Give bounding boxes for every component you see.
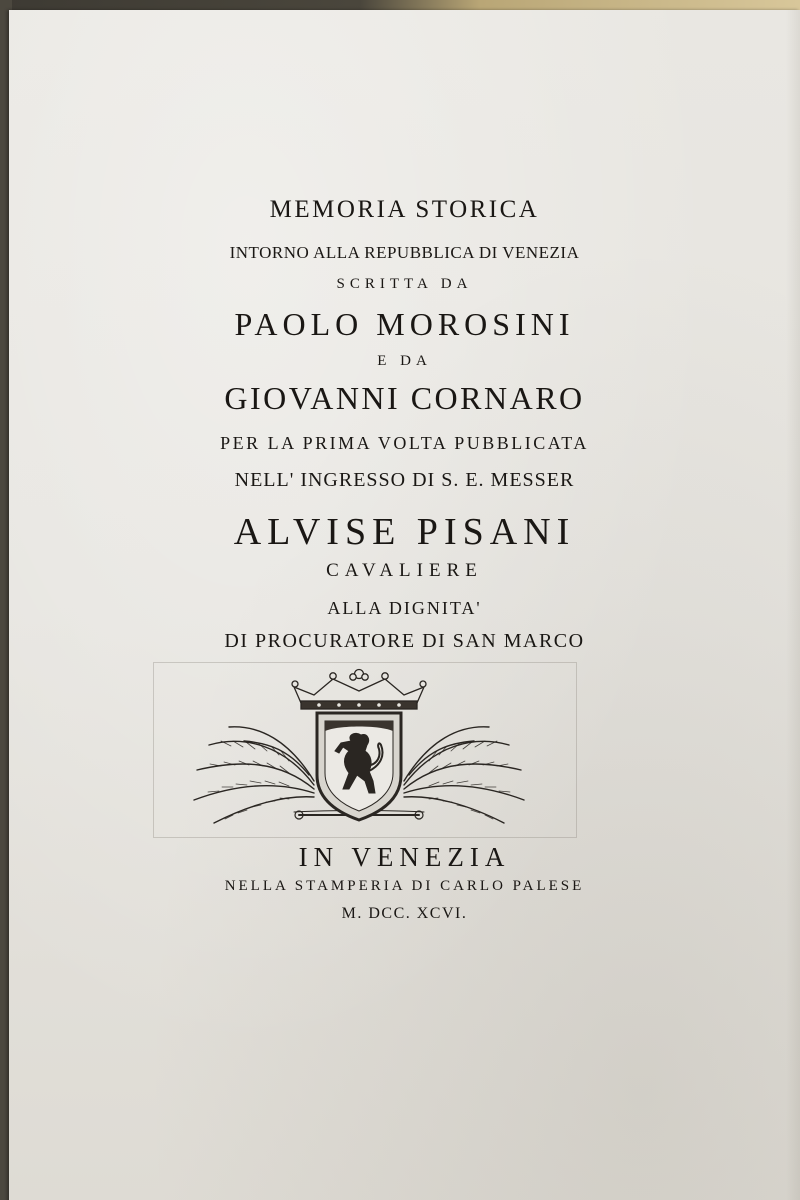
imprint-city: IN VENEZIA: [298, 842, 511, 872]
honoree-name: ALVISE PISANI: [233, 511, 576, 553]
book-subtitle: INTORNO ALLA REPUBBLICA DI VENEZIA: [229, 243, 580, 262]
honoree-title: CAVALIERE: [326, 560, 483, 581]
book-title: MEMORIA STORICA: [269, 196, 540, 223]
occasion-line: NELL' INGRESSO DI S. E. MESSER: [234, 469, 575, 491]
author-two: GIOVANNI CORNARO: [224, 380, 585, 416]
coat-of-arms-icon: [189, 665, 529, 835]
author-one: PAOLO MOROSINI: [234, 306, 575, 342]
imprint-printer: NELLA STAMPERIA DI CARLO PALESE: [224, 878, 585, 894]
written-by-line: SCRITTA DA: [336, 276, 473, 292]
conjunction-line: E DA: [377, 353, 432, 369]
first-published-line: PER LA PRIMA VOLTA PUBBLICATA: [220, 433, 589, 453]
title-page: [9, 10, 800, 1200]
office-line: DI PROCURATORE DI SAN MARCO: [224, 630, 585, 652]
dignity-line: ALLA DIGNITA': [327, 598, 482, 618]
imprint-year: M. DCC. XCVI.: [341, 905, 468, 922]
